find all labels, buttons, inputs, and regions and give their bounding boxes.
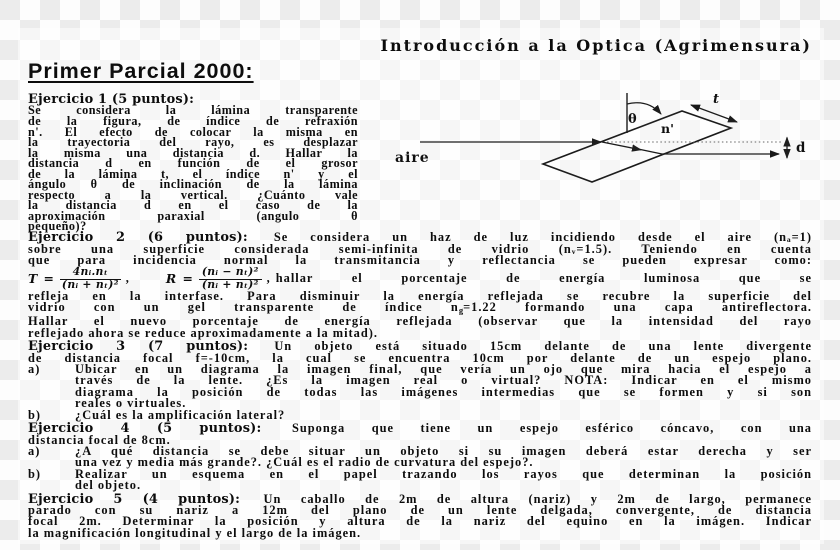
- theta-label: θ: [628, 112, 637, 127]
- text-line: Realizar un esquema en el papel trazando los rayos que determinan la posición: [75, 466, 812, 481]
- ex4-item-a-body: [75, 443, 812, 470]
- thickness-dimension-arrow: [691, 105, 737, 122]
- lamina-slab: [543, 111, 731, 182]
- text-line: Se considera la lámina transparente: [28, 103, 358, 118]
- transmittance-numerator: 4nᵢ.nₜ: [60, 267, 121, 280]
- ex4-heading-text: Ejercicio 4 (5 puntos):: [28, 421, 262, 437]
- text-line: Ubicar en un diagrama la imagen final, que vería un ojo que mira hacia el espejo a: [75, 362, 812, 377]
- text-line: Hallar el nuevo porcentaje de energía reflejada (observar que la intensidad del rayo: [28, 314, 812, 329]
- ex4-item-a-marker: a): [28, 443, 41, 458]
- text-line: de distancia focal f=-10cm, la cual se encuentra 10cm por delante de un espejo plano.: [28, 350, 812, 365]
- aire-label: aire: [395, 150, 430, 166]
- text-line: sobre una superficie considerada semi-infinita de vidrio (nᵥ=1.5). Teniendo en cuenta: [28, 241, 812, 256]
- ex4-item-b-marker: b): [28, 466, 42, 481]
- text-line: ¿A qué distancia se debe situar un objeto si su imagen deberá estar derecha y ser: [75, 443, 812, 458]
- text-line: la misma una distancia d. Hallar la: [28, 145, 358, 160]
- ex3-heading-text: Ejercicio 3 (7 puntos):: [28, 339, 249, 355]
- text-line: reflejado ahora se reduce aproximadamente a la mitad).: [28, 325, 378, 340]
- reflectance-denominator: (nᵢ + nₜ)²: [201, 277, 259, 291]
- formula-comma: ,: [125, 270, 130, 285]
- t-label: t: [713, 92, 720, 107]
- ex3-item-b: [28, 407, 812, 422]
- ex5-intro-text: Un caballo de 2m de altura (nariz) y 2m de largo, permanece: [244, 491, 813, 506]
- ex4-intro-text: Suponga que tiene un espejo esférico cóncavo, con una: [265, 421, 812, 436]
- gel-subscript: g: [458, 305, 464, 316]
- reflectance-fraction: [199, 267, 262, 290]
- formula-comma-2: ,: [266, 270, 271, 285]
- d-label: d: [796, 140, 806, 156]
- text-line: través de la lente. ¿Es la imagen real o virtual? NOTA: Indicar en el mismo: [75, 373, 812, 388]
- text-line: la magnificación longitudinal y el largo de la imágen.: [28, 525, 362, 540]
- ex5-lines: [28, 502, 812, 540]
- text-line: focal 2m. Determinar la posición y altura de la nariz del equino en la imágen. Indicar: [28, 514, 812, 529]
- ex3-item-b-marker: b): [28, 407, 42, 422]
- ex5-paragraph: [28, 491, 813, 540]
- ejercicio1-figure: [390, 88, 822, 194]
- ex1-heading-text: Ejercicio 1 (5 puntos):: [28, 92, 195, 107]
- course-title: Introducción a la Optica (Agrimensura): [380, 36, 812, 55]
- refracted-ray-2: [638, 149, 662, 154]
- text-line: diagrama la posición de todas las imágenes intermedias que se formen y si son: [75, 384, 812, 399]
- text-line: reales o virtuales.: [75, 396, 187, 411]
- ex3-paragraph: [28, 341, 812, 421]
- text-line: que para incidencia normal la transmitancia y reflectancia se pueden expresar como:: [28, 253, 812, 268]
- ex2-lines-a: [28, 241, 812, 268]
- text-line: la trayectoria del rayo, es desplazar: [28, 135, 358, 150]
- ex2-intro-text: Se considera un haz de luz incidiendo desde el aire (nₐ=1): [251, 230, 812, 245]
- formula-tail-text: hallar el porcentaje de energía luminosa que se: [275, 270, 812, 285]
- gel-line-pre: vidrio con un gel transparente de índice n: [28, 300, 459, 315]
- ex4-paragraph: [28, 423, 812, 491]
- ex4-item-b-body: [75, 466, 812, 493]
- text-line: una vez y media más grande?. ¿Cuál es el radio de curvatura del espejo?.: [75, 455, 534, 470]
- ex2-formula-row: [28, 267, 812, 291]
- ex3-item-b-body: [75, 407, 812, 422]
- text-line: ángulo θ de inclinación de la lámina: [28, 177, 358, 192]
- text-line: parado con su nariz a 12m del plano de un lente delgada, convergente, de distancia: [28, 502, 812, 517]
- ex1-paragraph: [28, 105, 358, 232]
- gel-line-post: =1.22 formando una capa antireflectora.: [463, 300, 813, 315]
- n-prime-label: n': [661, 121, 674, 136]
- text-line: aproximación paraxial (angulo θ: [28, 208, 358, 223]
- text-line: ¿Cuál es la amplificación lateral?: [75, 407, 286, 422]
- transmittance-denominator: (nᵢ + nₜ)²: [61, 277, 119, 291]
- exam-title-text: Primer Parcial 2000:: [28, 59, 254, 83]
- ex3-item-a-body: [75, 364, 812, 410]
- ex3-intro-text: Un objeto está situado 15cm delante de una lente divergente: [252, 339, 812, 354]
- ex4-item-b: [28, 466, 812, 493]
- refracted-ray: [602, 142, 641, 150]
- text-line: refleja en la interfase. Para disminuir la energía reflejada se recubre la superficie del: [28, 288, 812, 303]
- document: [28, 36, 812, 539]
- ex2-lines-c: [28, 316, 812, 339]
- text-line: del objeto.: [75, 478, 142, 493]
- ex2-heading-text: Ejercicio 2 (6 puntos):: [28, 230, 248, 246]
- ex5-heading-text: Ejercicio 5 (4 puntos):: [28, 491, 241, 507]
- text-line: distancia d en función de el grosor: [28, 156, 358, 171]
- text-line: respecto a la vertical. ¿Cuánto vale: [28, 187, 358, 202]
- transmittance-symbol: T =: [28, 270, 55, 286]
- reflectance-numerator: (nᵢ − nₜ)²: [199, 267, 262, 280]
- ex2-paragraph: [28, 232, 812, 339]
- ex3-item-a-marker: a): [28, 362, 41, 377]
- ex3-item-a: [28, 364, 812, 410]
- reflectance-symbol: R =: [165, 270, 194, 286]
- text-line: distancia focal de 8cm.: [28, 432, 171, 447]
- text-line: de la figura, de índice de refraxión: [28, 113, 358, 128]
- transmittance-fraction: [60, 267, 121, 290]
- text-line: pequeño)?: [28, 219, 87, 234]
- text-line: de la lámina t, el índice n' y el: [28, 166, 358, 181]
- ex4-item-a: [28, 443, 812, 470]
- text-line: n'. El efecto de colocar la misma en: [28, 124, 358, 139]
- exam-title: [28, 59, 812, 85]
- text-line: la distancia d en el caso de la: [28, 198, 358, 213]
